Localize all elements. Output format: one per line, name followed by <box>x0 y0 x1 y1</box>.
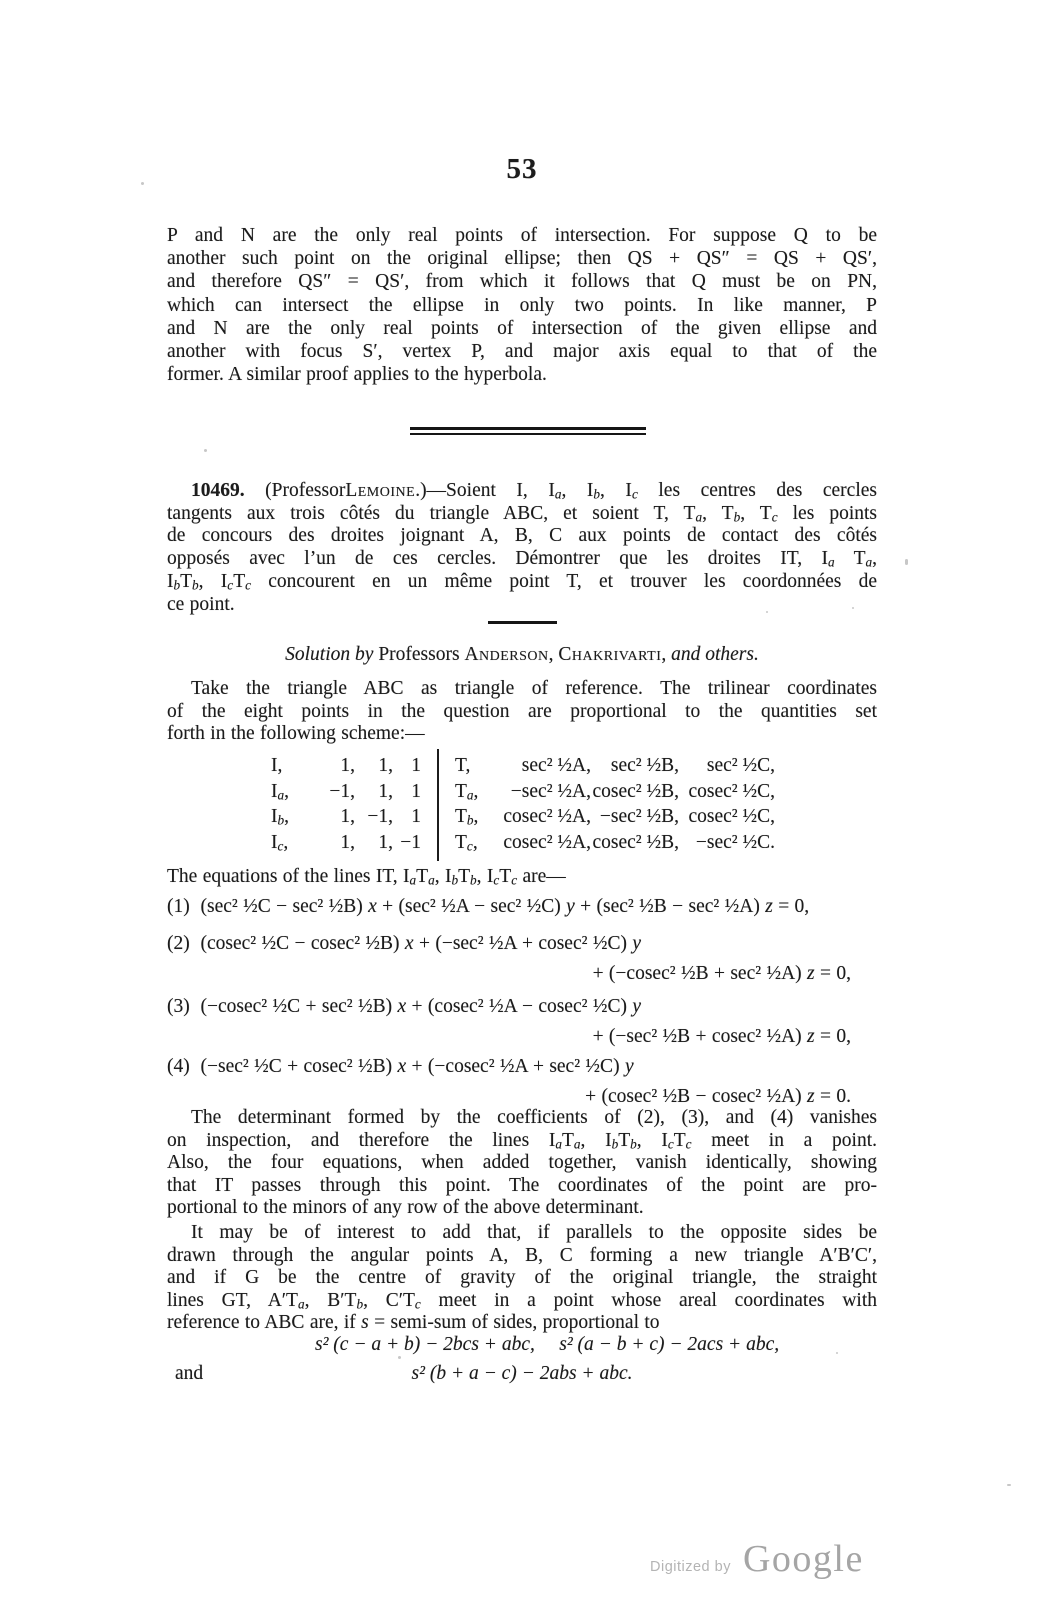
coordinate-cell: −1, <box>367 806 393 827</box>
text-line: of the eight points in the question are proportional to the quantities set <box>167 700 877 722</box>
point-label-cell: $I_b$, <box>271 806 289 828</box>
text-line: and therefore QS″ = QS′, from which it follows that Q must be on PN, <box>167 271 877 293</box>
text-line: de concours des droites joignant A, B, C aux points de contact des côtés <box>167 525 877 547</box>
scan-speck <box>1007 1484 1011 1486</box>
coordinate-cell: −sec² ½B, <box>599 806 679 827</box>
section-divider-double-rule <box>410 427 646 438</box>
text-line: which can intersect the ellipse in only two points. In like manner, P <box>167 294 877 316</box>
coordinate-cell: cosec² ½C, <box>688 780 775 802</box>
point-label-cell: $I_c$, <box>271 831 289 854</box>
coordinate-cell: 1, <box>378 755 393 776</box>
coordinate-cell: sec² ½A, <box>521 755 591 776</box>
coordinate-cell: sec² ½B, <box>610 755 679 776</box>
areal-coordinates-formula-1: s² (c − a + b) − 2bcs + abc, s² (a − b + c) − 2acs + abc, <box>315 1334 780 1355</box>
paragraph-determinant <box>167 1107 877 1220</box>
point-label-cell: I, <box>271 755 283 776</box>
text-line: ce point. <box>167 593 235 615</box>
point-label-cell: $T_b$, <box>455 806 479 828</box>
text-line: forth in the following scheme:— <box>167 723 425 745</box>
text-line: another such point on the original ellipse; then QS + QS″ = QS + QS′, <box>167 248 877 270</box>
paragraph-solution-intro <box>167 678 877 746</box>
coordinate-cell: 1, <box>340 806 355 827</box>
point-label-cell: T, <box>455 755 471 776</box>
coordinate-cell: cosec² ½A, <box>503 806 591 827</box>
point-label-cell: $I_a$, <box>271 780 289 803</box>
coordinate-cell: cosec² ½A, <box>503 831 591 853</box>
point-label-cell: $T_a$, <box>455 780 479 803</box>
equation-line-2b: + (−cosec² ½B + sec² ½A) z = 0, <box>592 963 851 984</box>
coordinate-cell: 1, <box>378 831 393 853</box>
areal-coordinates-formula-2: s² (b + a − c) − 2abs + abc. <box>411 1363 633 1384</box>
equation-line-1: (1) (sec² ½C − sec² ½B) x + (sec² ½A − sec² ½C) y + (sec² ½B − sec² ½A) z = 0, <box>167 896 810 917</box>
coordinate-cell: sec² ½C, <box>706 755 775 776</box>
google-logo-text: Google <box>742 1538 864 1580</box>
scan-speck <box>204 449 207 452</box>
text-line: reference to ABC are, if s = semi-sum of sides, proportional to <box>167 1312 660 1333</box>
coordinate-cell: cosec² ½B, <box>592 831 679 853</box>
coordinate-cell: −sec² ½C. <box>695 831 775 853</box>
equation-line-2a: (2) (cosec² ½C − cosec² ½B) x + (−sec² ½A + cosec² ½C) y <box>167 933 641 954</box>
scan-speck <box>905 559 908 565</box>
paragraph-addendum <box>167 1222 877 1335</box>
point-label-cell: $T_c$, <box>455 831 478 854</box>
paragraph-intro <box>167 224 877 386</box>
coordinate-scheme-table <box>271 753 775 855</box>
page-number: 53 <box>506 153 538 185</box>
coordinate-cell: 1 <box>411 806 421 827</box>
scan-speck <box>398 1356 401 1359</box>
text-line: portional to the minors of any row of the above determinant. <box>167 1197 644 1218</box>
coordinate-cell: −1 <box>400 831 421 853</box>
text-line: $I_bT_b$, $I_cT_c$ concourent en un même point T, et trouver les coordonnées de <box>167 570 877 593</box>
coordinate-cell: 1, <box>340 831 355 853</box>
coordinate-cell: 1 <box>411 780 421 802</box>
rule-line <box>410 427 646 430</box>
coordinate-cell: cosec² ½B, <box>592 780 679 802</box>
text-line: P and N are the only real points of intersection. For suppose Q to be <box>167 225 877 246</box>
equations-intro-line: The equations of the lines IT, $I_aT_a$, $I_bT_b$, $I_cT_c$ are— <box>167 866 566 888</box>
equation-line-4a: (4) (−sec² ½C + cosec² ½B) x + (−cosec² ½A + sec² ½C) y <box>167 1056 634 1077</box>
coordinate-cell: 1, <box>378 780 393 802</box>
scan-speck <box>836 1352 838 1354</box>
text-line: former. A similar proof applies to the hyperbola. <box>167 364 547 386</box>
equation-line-3a: (3) (−cosec² ½C + sec² ½B) x + (cosec² ½A − cosec² ½C) y <box>167 996 641 1017</box>
text-line: It may be of interest to add that, if parallels to the opposite sides be <box>191 1222 877 1243</box>
coordinate-cell: 1 <box>411 755 421 776</box>
coordinate-cell: −1, <box>329 780 355 802</box>
coordinate-cell: −sec² ½A, <box>510 780 591 802</box>
text-line: that IT passes through this point. The coordinates of the point are pro- <box>167 1174 877 1196</box>
google-watermark <box>650 1537 864 1581</box>
problem-statement-10469 <box>167 480 877 616</box>
solution-byline: Solution by Professors Anderson, Chakrivarti, and others. <box>285 644 759 665</box>
text-line: Also, the four equations, when added together, vanish identically, showing <box>167 1152 877 1173</box>
coordinate-cell: 1, <box>340 755 355 776</box>
text-line: another with focus S′, vertex P, and major axis equal to that of the <box>167 341 877 363</box>
text-line: lines GT, $A'T_a$, $B'T_b$, $C'T_c$ meet in a point whose areal coordinates with <box>167 1289 877 1312</box>
coordinate-cell: cosec² ½C, <box>688 806 775 827</box>
text-line: Take the triangle ABC as triangle of reference. The trilinear coordinates <box>191 678 877 699</box>
text-line: and N are the only real points of intersection of the given ellipse and <box>167 317 877 339</box>
scan-speck <box>852 607 854 609</box>
and-label: and <box>175 1363 204 1384</box>
text-line: 10469. (ProfessorLemoine.)—Soient I, $I_a$, $I_b$, $I_c$ les centres des cercles <box>191 480 877 502</box>
text-line: opposés avec l’un de ces cercles. Démontrer que les droites IT, $I_a$ $T_a$, <box>167 548 877 570</box>
text-line: drawn through the angular points A, B, C forming a new triangle A′B′C′, <box>167 1244 877 1266</box>
scan-speck <box>766 611 768 613</box>
digitized-by-label: Digitized by <box>650 1559 731 1575</box>
text-line: The determinant formed by the coefficients of (2), (3), and (4) vanishes <box>191 1107 877 1128</box>
problem-divider-rule <box>488 621 557 624</box>
scheme-vertical-divider <box>437 749 439 861</box>
text-line: and if G be the centre of gravity of the original triangle, the straight <box>167 1267 877 1288</box>
text-line: on inspection, and therefore the lines $I_aT_a$, $I_bT_b$, $I_cT_c$ meet in a point. <box>167 1129 877 1152</box>
text-line: tangents aux trois côtés du triangle ABC, et soient T, $T_a$, $T_b$, $T_c$ les points <box>167 502 878 525</box>
equation-line-4b: + (cosec² ½B − cosec² ½A) z = 0. <box>585 1086 851 1107</box>
scan-speck <box>141 182 144 185</box>
rule-line <box>410 433 646 436</box>
equation-line-3b: + (−sec² ½B + cosec² ½A) z = 0, <box>592 1026 851 1047</box>
